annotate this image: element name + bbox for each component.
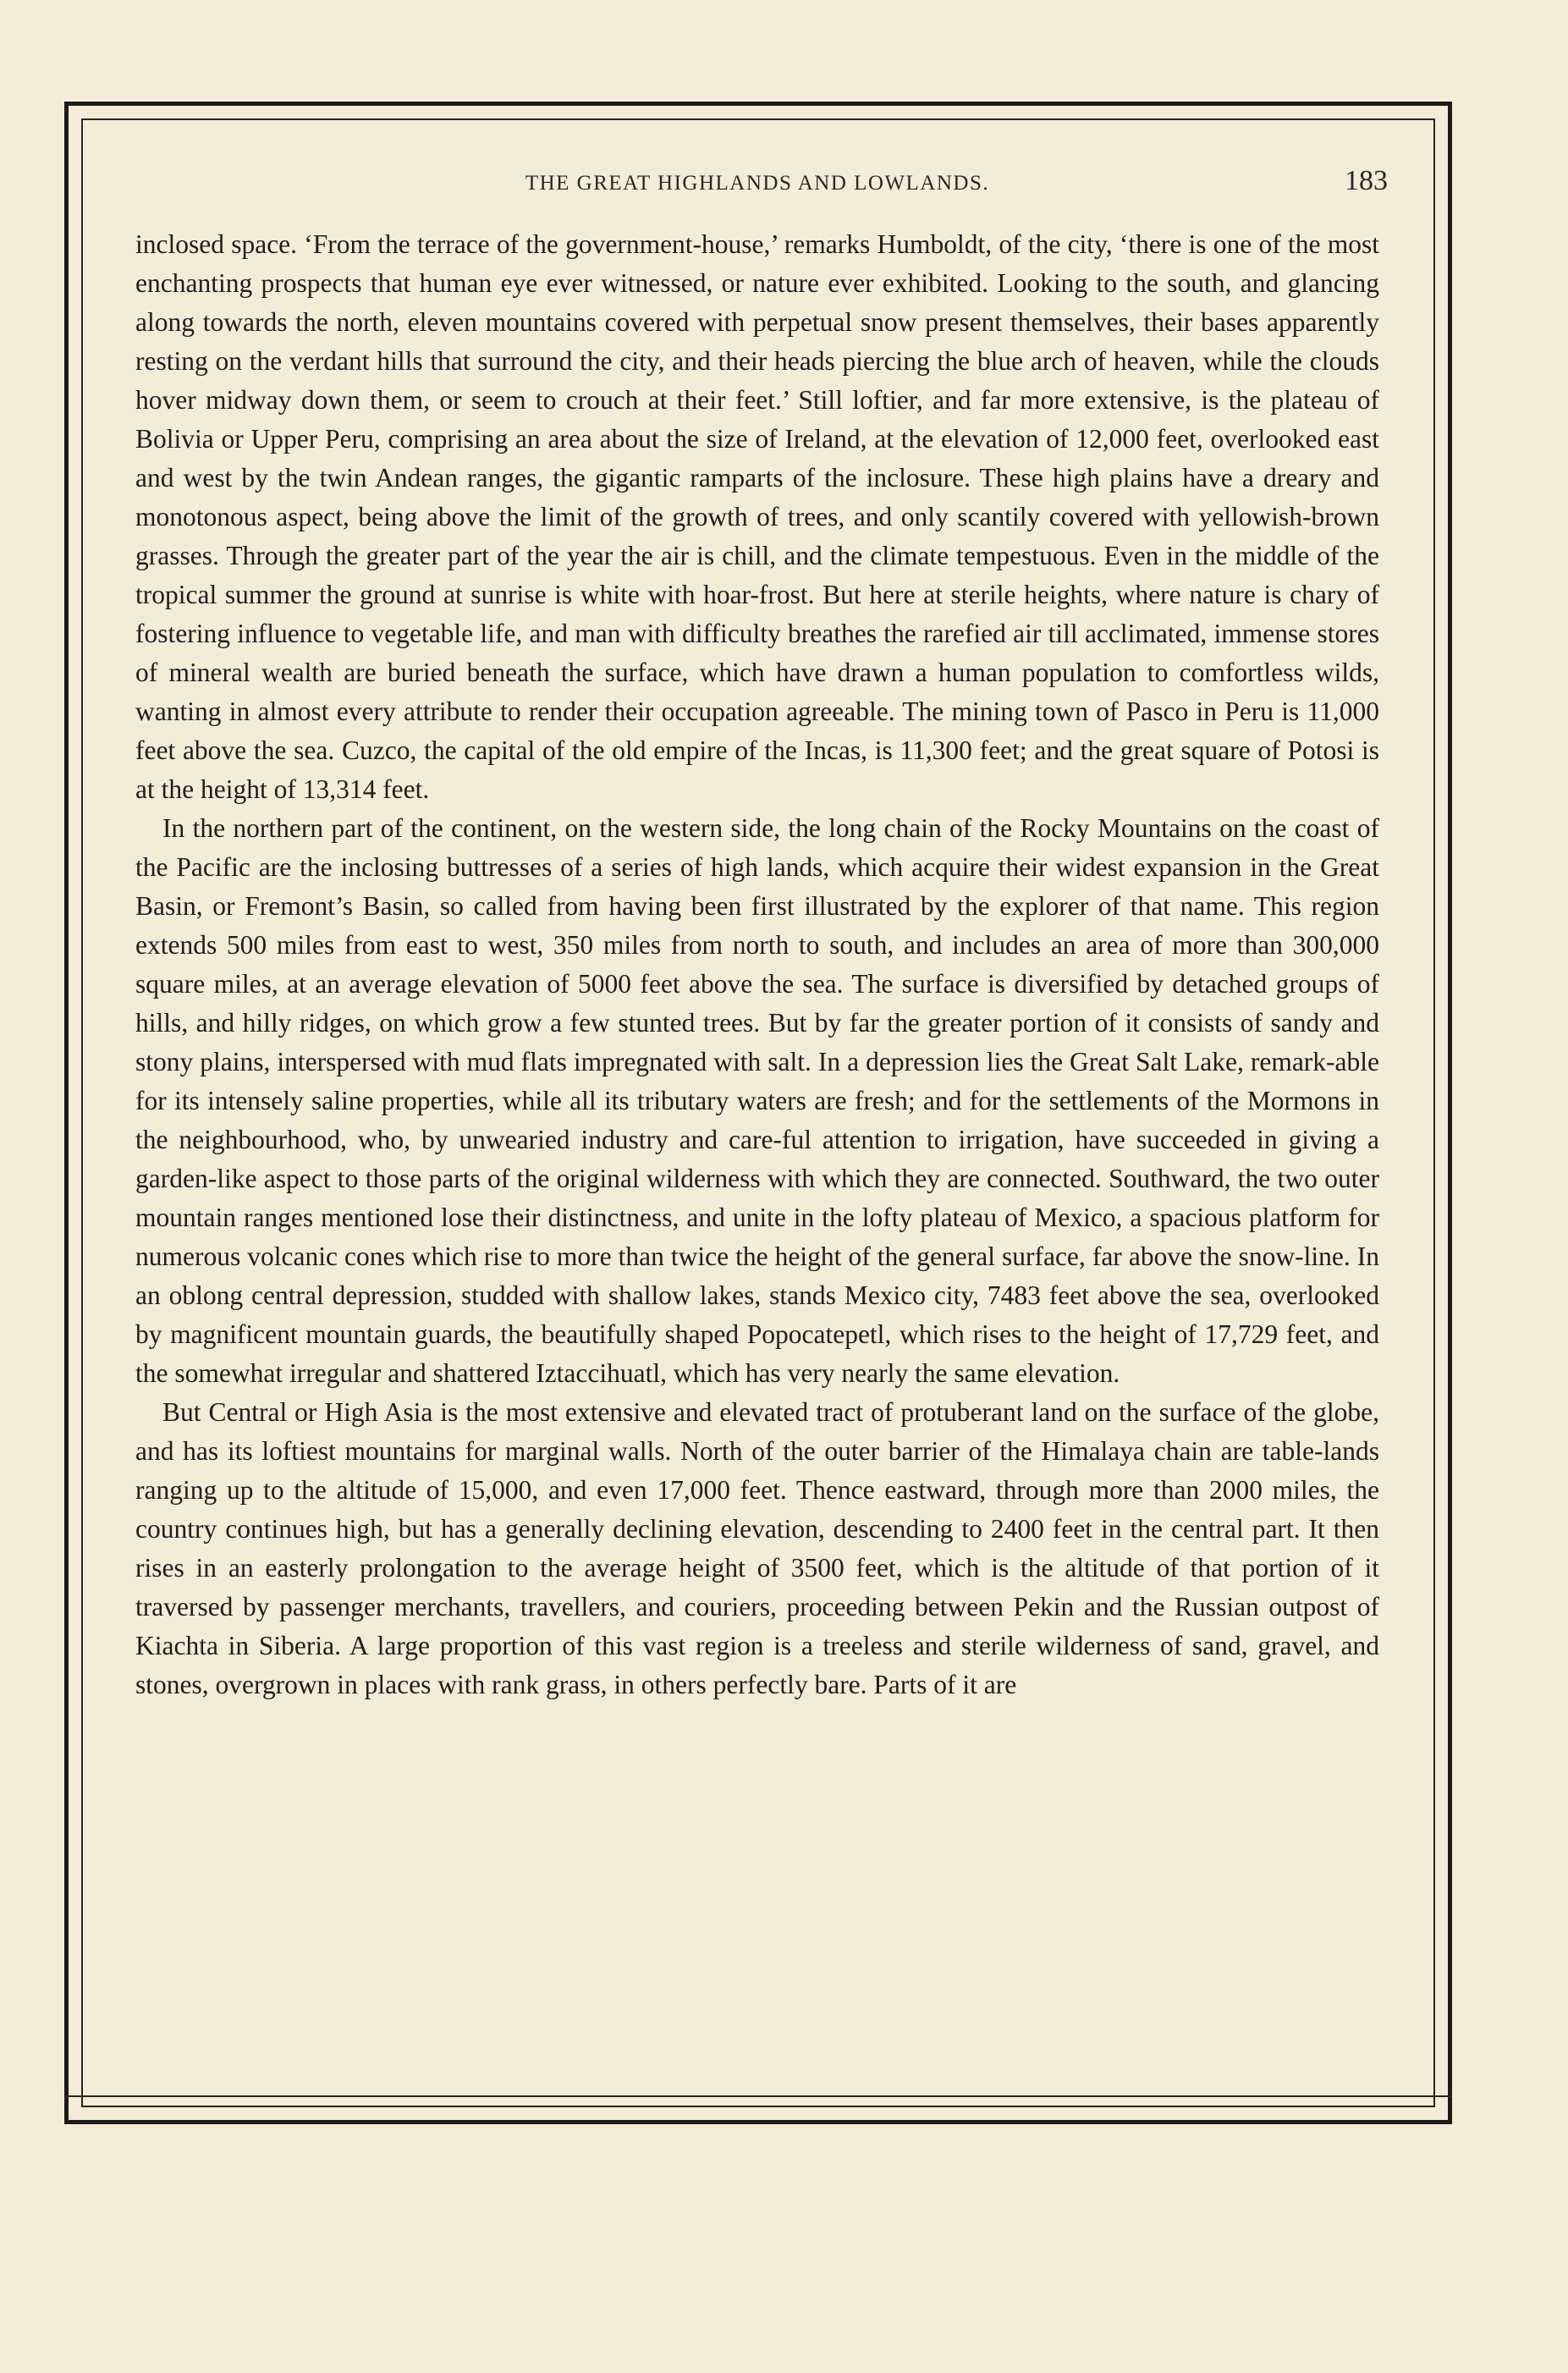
paragraph-central-asia: But Central or High Asia is the most extensive and elevated tract of protuberant land on the surface of the globe, and has its loftiest mountains for marginal walls. North of the outer barrier of the Himalaya chain are table-lands ranging up to the altitude of 15,000, and even 17,000 feet. Thence eastward, through more than 2000 miles, the country continues high, but has a generally declining elevation, descending to 2400 feet in the central part. It then rises in an easterly prolongation to the average height of 3500 feet, which is the altitude of that portion of it traversed by passenger merchants, travellers, and couriers, proceeding between Pekin and the Russian outpost of Kiachta in Siberia. A large proportion of this vast region is a treeless and sterile wilderness of sand, gravel, and stones, overgrown in places with rank grass, in others perfectly bare. Parts of it are xyxy=(135,1397,1379,1699)
running-head: THE GREAT HIGHLANDS AND LOWLANDS. xyxy=(525,172,990,195)
page-border-bottom-rule xyxy=(64,2095,1452,2097)
page-number: 183 xyxy=(1345,165,1388,196)
page-header xyxy=(127,165,1388,207)
paragraph-rocky-mountains: In the northern part of the continent, on the western side, the long chain of the Rocky Mountains on the coast of the Pacific are the inclosing buttresses of a series of high lands, which acquire their widest expansion in the Great Basin, or Fremont’s Basin, so called from having been first illustrated by the explorer of that name. This region extends 500 miles from east to west, 350 miles from north to south, and includes an area of more than 300,000 square miles, at an average elevation of 5000 feet above the sea. The surface is diversified by detached groups of hills, and hilly ridges, on which grow a few stunted trees. But by far the greater portion of it consists of sandy and stony plains, interspersed with mud flats impregnated with salt. In a depression lies the Great Salt Lake, remark-able for its intensely saline properties, while all its tributary waters are fresh; and for the settlements of the Mormons in the neighbourhood, who, by unwearied industry and care-ful attention to irrigation, have succeeded in giving a garden-like aspect to those parts of the original wilderness with which they are connected. Southward, the two outer mountain ranges mentioned lose their distinctness, and unite in the lofty plateau of Mexico, a spacious platform for numerous volcanic cones which rise to more than twice the height of the general surface, far above the snow-line. In an oblong central depression, studded with shallow lakes, stands Mexico city, 7483 feet above the sea, overlooked by magnificent mountain guards, the beautifully shaped Popocatepetl, which rises to the height of 17,729 feet, and the somewhat irregular and shattered Iztaccihuatl, which has very nearly the same elevation. xyxy=(135,813,1379,1388)
body-text xyxy=(135,225,1379,1704)
paragraph-continued: inclosed space. ‘From the terrace of the government-house,’ remarks Humboldt, of the city, ‘there is one of the most enchanting prospects that human eye ever witnessed, or nature ever exhibited. Looking to the south, and glancing along towards the north, eleven mountains covered with perpetual snow present themselves, their bases apparently resting on the verdant hills that surround the city, and their heads piercing the blue arch of heaven, while the clouds hover midway down them, or seem to crouch at their feet.’ Still loftier, and far more extensive, is the plateau of Bolivia or Upper Peru, comprising an area about the size of Ireland, at the elevation of 12,000 feet, overlooked east and west by the twin Andean ranges, the gigantic ramparts of the inclosure. These high plains have a dreary and monotonous aspect, being above the limit of the growth of trees, and only scantily covered with yellowish-brown grasses. Through the greater part of the year the air is chill, and the climate tempestuous. Even in the middle of the tropical summer the ground at sunrise is white with hoar-frost. But here at sterile heights, where nature is chary of fostering influence to vegetable life, and man with difficulty breathes the rarefied air till acclimated, immense stores of mineral wealth are buried beneath the surface, which have drawn a human population to comfortless wilds, wanting in almost every attribute to render their occupation agreeable. The mining town of Pasco in Peru is 11,000 feet above the sea. Cuzco, the capital of the old empire of the Incas, is 11,300 feet; and the great square of Potosi is at the height of 13,314 feet. xyxy=(135,229,1379,804)
